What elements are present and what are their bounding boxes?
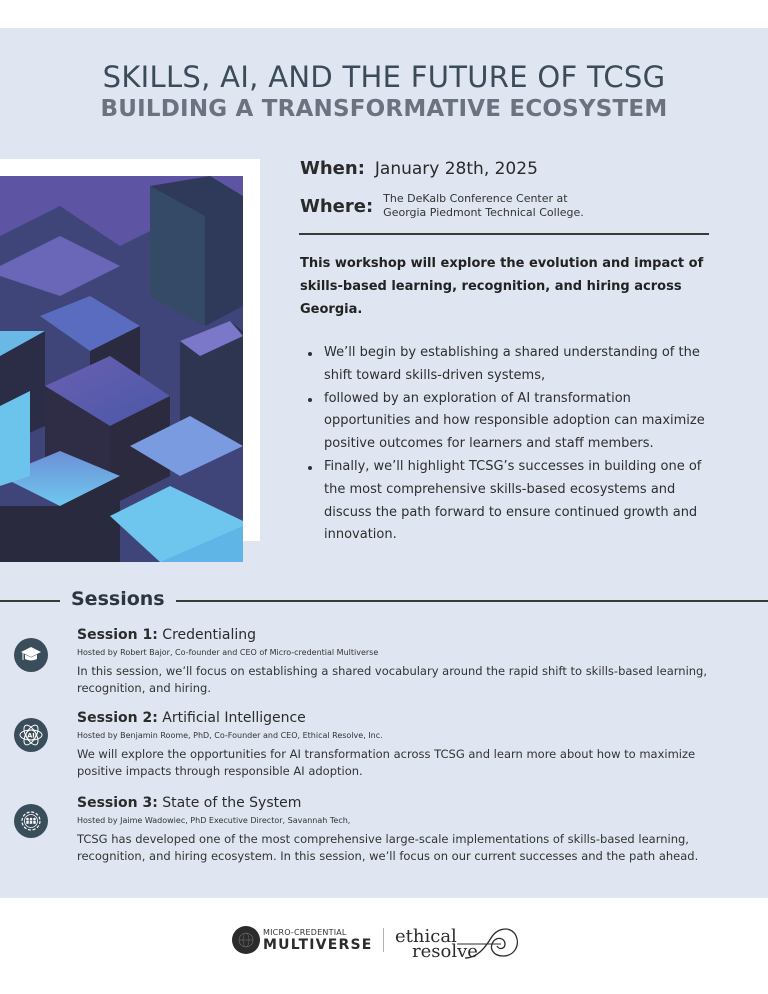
session-number: Session 1:	[77, 627, 158, 643]
logo-text-small: MICRO-CREDENTIAL	[263, 927, 347, 937]
session-name: Artificial Intelligence	[162, 710, 306, 726]
page-subtitle: BUILDING A TRANSFORMATIVE ECOSYSTEM	[100, 96, 668, 122]
gear-people-icon	[14, 804, 48, 838]
session-title	[77, 795, 301, 811]
session-title	[77, 627, 256, 643]
logo-text-line1: ethical	[395, 926, 457, 947]
event-date	[300, 158, 538, 179]
session-title	[77, 710, 306, 726]
session-host: Hosted by Robert Bajor, Co-founder and CEO of Micro-credential Multiverse	[77, 648, 379, 657]
session-number: Session 3:	[77, 795, 158, 811]
bullet-item: Finally, we’ll highlight TCSG’s successes in building one of the most comprehensive skills-based ecosystems and discuss the path forward to ensure continued growth and innovation.	[300, 456, 720, 547]
where-label: Where:	[300, 195, 374, 217]
globe-icon	[232, 926, 260, 954]
bullet-item: followed by an exploration of AI transformation opportunities and how responsible adoption can maximize positive outcomes for learners and staff members.	[300, 388, 720, 456]
where-value	[383, 192, 584, 220]
footer	[0, 898, 768, 994]
session-number: Session 2:	[77, 710, 158, 726]
logo-text-line2: resolve	[412, 941, 478, 962]
page-title: SKILLS, AI, AND THE FUTURE OF TCSG	[102, 60, 666, 94]
where-line-1: The DeKalb Conference Center at	[383, 192, 568, 205]
spiral-icon	[457, 922, 519, 964]
session-host: Hosted by Jaime Wadowiec, PhD Executive Director, Savannah Tech,	[77, 816, 351, 825]
session-description: In this session, we’ll focus on establishing a shared vocabulary around the rapid shift to skills-based learning, recognition, and hiring.	[77, 664, 708, 695]
session-host: Hosted by Benjamin Roome, PhD, Co-Founder and CEO, Ethical Resolve, Inc.	[77, 731, 383, 740]
logo-text-large: MULTIVERSE	[263, 936, 373, 953]
micro-credential-multiverse-logo	[232, 926, 373, 954]
hero-image-cubes	[0, 176, 243, 562]
when-label: When:	[300, 158, 365, 179]
svg-text:AI: AI	[27, 731, 35, 740]
divider	[176, 600, 768, 602]
top-margin	[0, 0, 768, 28]
where-line-2: Georgia Piedmont Technical College.	[383, 206, 584, 219]
when-value: January 28th, 2025	[374, 159, 538, 179]
session-description: TCSG has developed one of the most comprehensive large-scale implementations of skills-based learning, recognition, and hiring ecosystem. In this session, we’ll focus on our current successes and the path ahead.	[77, 832, 699, 863]
ai-atom-icon	[14, 718, 48, 752]
session-name: Credentialing	[162, 627, 257, 643]
session-name: State of the System	[162, 795, 302, 811]
intro-paragraph: This workshop will explore the evolution and impact of skills-based learning, recognition, and hiring across Georgia.	[300, 256, 704, 317]
bullet-item: We’ll begin by establishing a shared understanding of the shift toward skills-driven systems,	[300, 342, 720, 388]
event-location	[300, 192, 584, 220]
agenda-bullet-list	[300, 342, 720, 547]
graduation-cap-icon	[14, 638, 48, 672]
sessions-heading	[0, 588, 768, 612]
ethical-resolve-logo	[395, 922, 520, 964]
divider	[0, 600, 60, 602]
divider	[299, 233, 709, 235]
session-description: We will explore the opportunities for AI transformation across TCSG and learn more about how to maximize positive impacts through responsible AI adoption.	[77, 747, 696, 778]
logo-divider	[383, 928, 384, 952]
sessions-heading-text: Sessions	[71, 588, 165, 610]
